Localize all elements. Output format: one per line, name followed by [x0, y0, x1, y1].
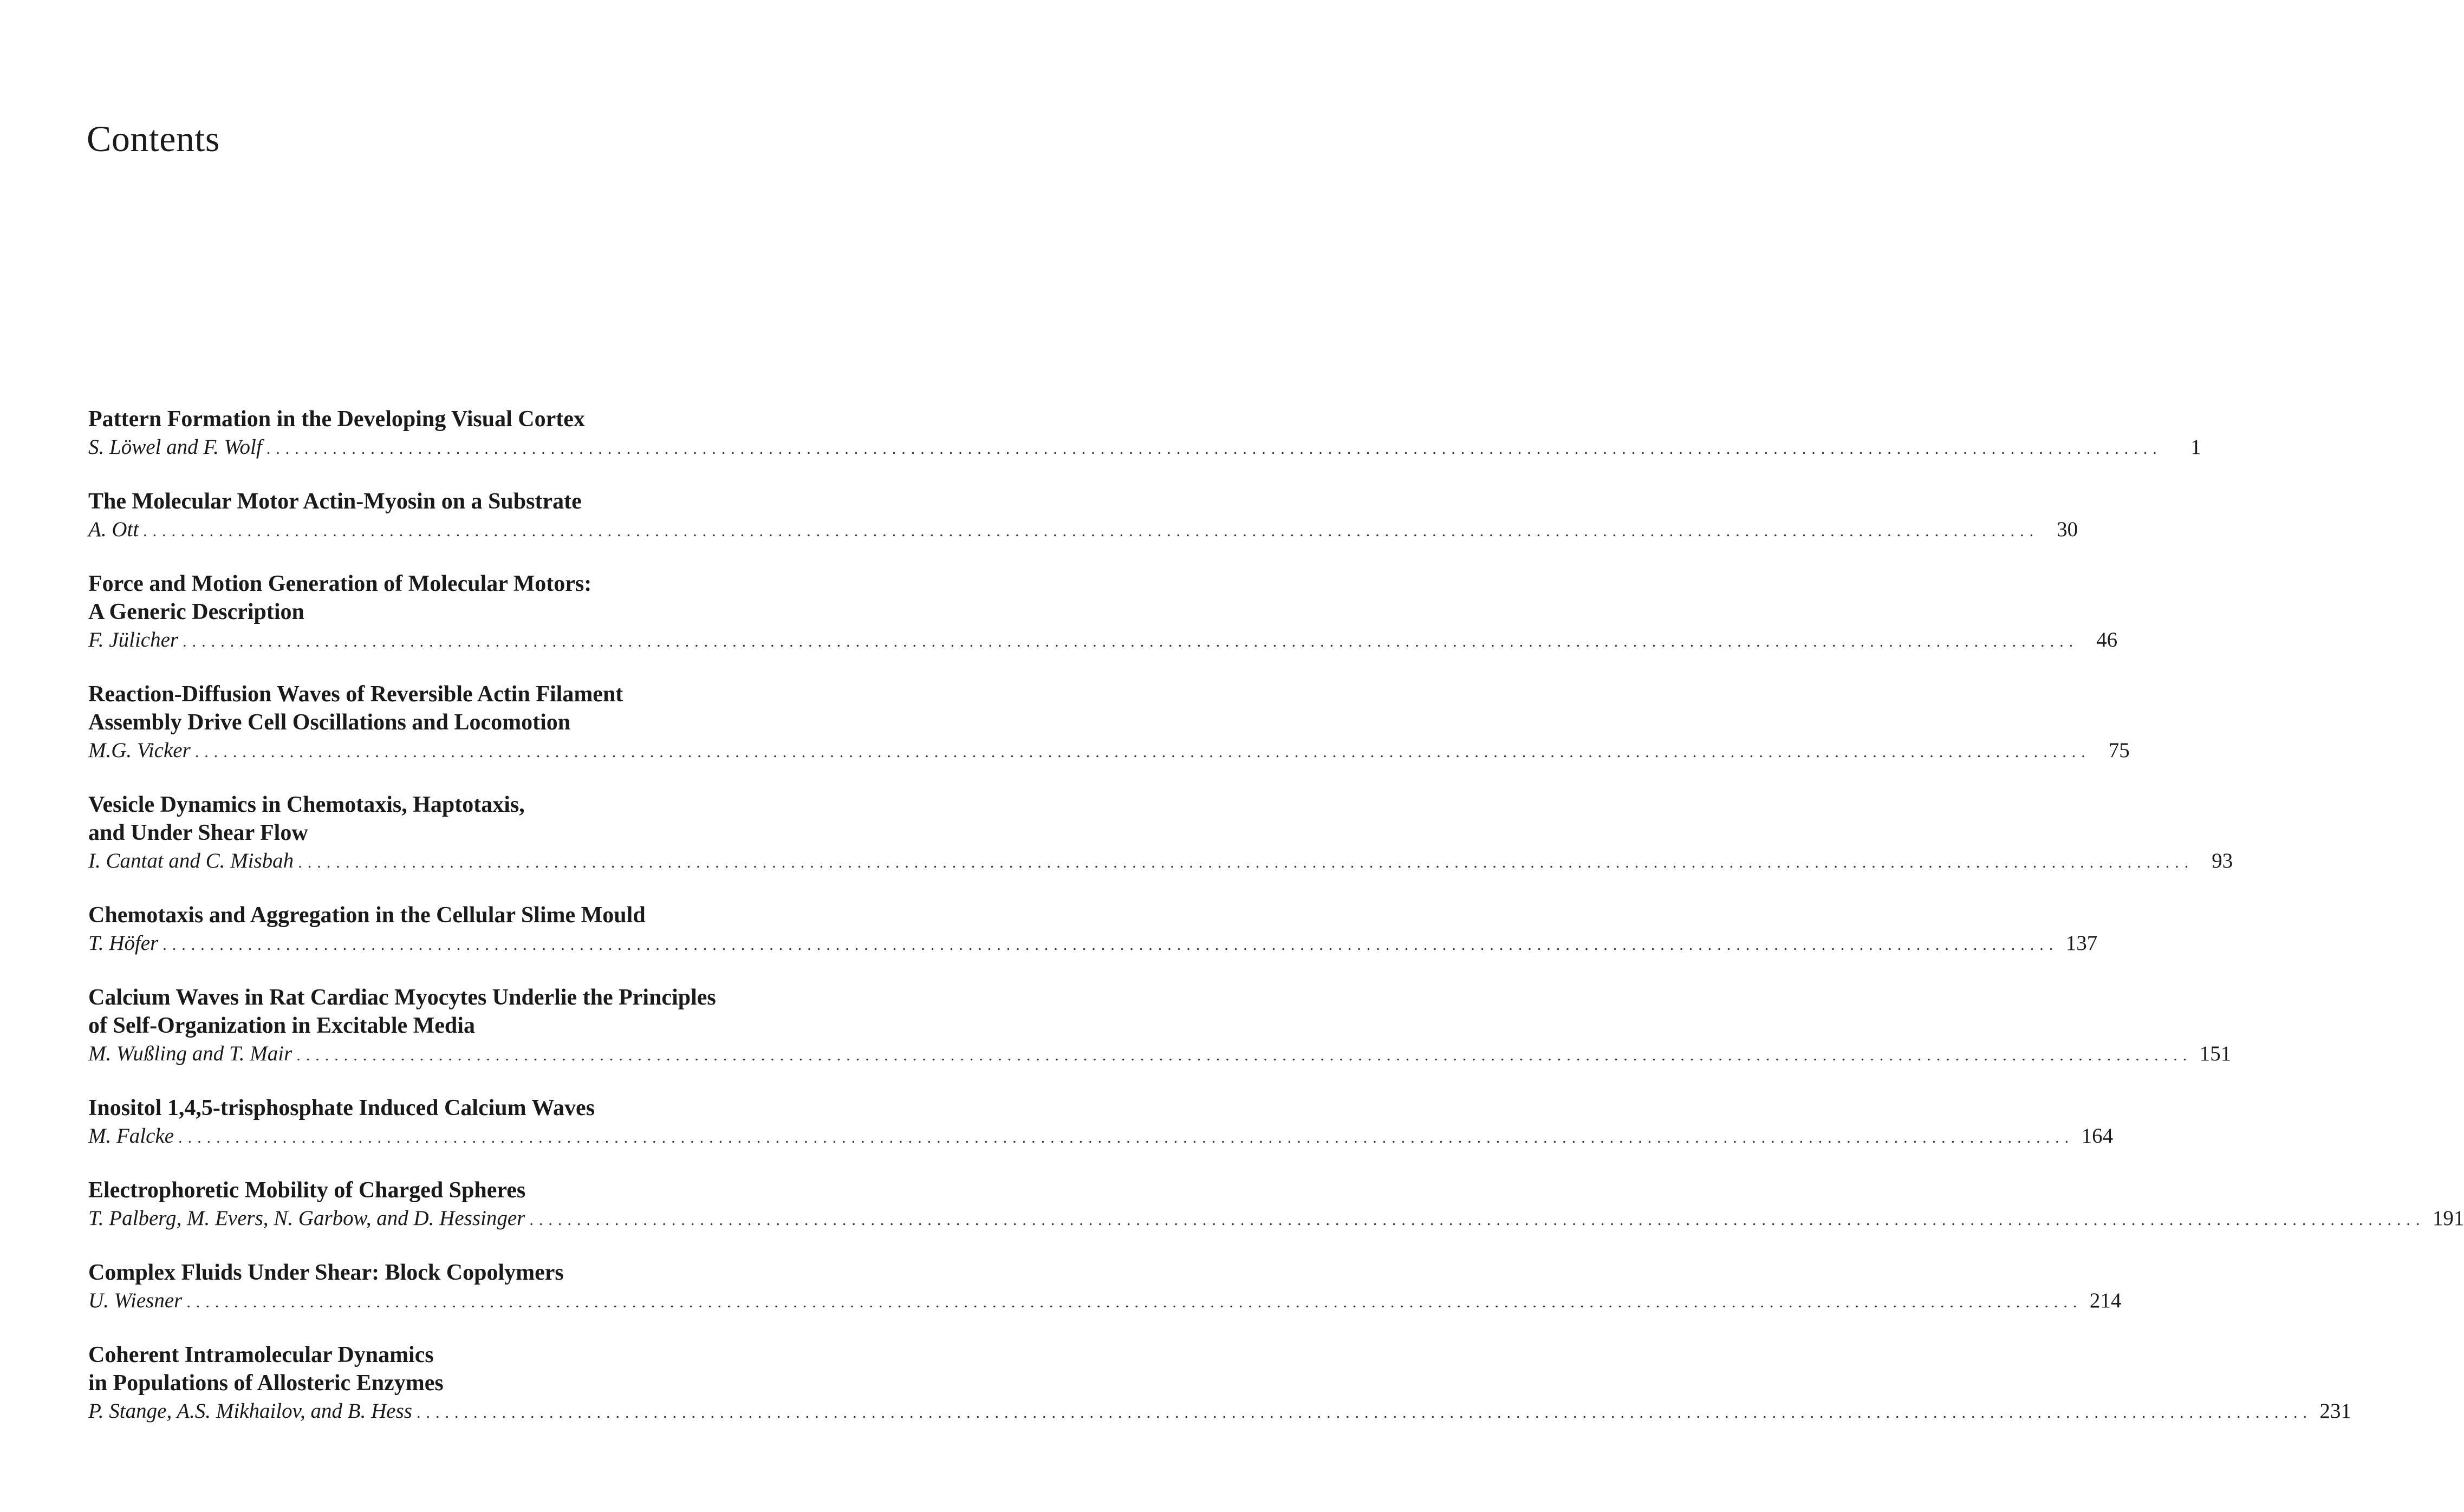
entry-title: Vesicle Dynamics in Chemotaxis, Haptotaxis, [88, 792, 525, 817]
toc-entry [88, 791, 2233, 877]
entry-authors: A. Ott [88, 518, 139, 541]
entry-author-line [88, 626, 2118, 656]
dot-leader: ........................................................................................................................................................................................................ [178, 1129, 2075, 1146]
toc-entry [88, 405, 2201, 463]
dot-leader: ........................................................................................................................................................................................................ [194, 743, 2091, 761]
entry-title: Chemotaxis and Aggregation in the Cellular Slime Mould [88, 903, 646, 928]
toc-entry [88, 1259, 2122, 1317]
entry-authors: M.G. Vicker [88, 739, 191, 762]
entry-page-number: 30 [2057, 518, 2078, 541]
entry-title: A Generic Description [88, 599, 304, 624]
entry-author-line [88, 929, 2098, 959]
entry-page-number: 1 [2190, 435, 2201, 459]
entry-title: Electrophoretic Mobility of Charged Spheres [88, 1178, 526, 1203]
entry-author-line [88, 1122, 2114, 1152]
toc-entry [88, 1176, 2464, 1234]
entry-author-line [88, 1397, 2351, 1427]
entry-page-number: 214 [2089, 1289, 2122, 1312]
entry-authors: F. Jülicher [88, 628, 179, 651]
entry-page-number: 231 [2319, 1399, 2351, 1423]
entry-title: Force and Motion Generation of Molecular Motors: [88, 571, 592, 596]
entry-author-line [88, 516, 2078, 545]
toc-entry [88, 1094, 2114, 1152]
dot-leader: ........................................................................................................................................................................................................ [529, 1211, 2426, 1229]
entry-title: Pattern Formation in the Developing Visual Cortex [88, 407, 585, 432]
entry-title: Assembly Drive Cell Oscillations and Locomotion [88, 710, 571, 735]
dot-leader: ........................................................................................................................................................................................................ [416, 1404, 2312, 1422]
toc-entry [88, 487, 2078, 545]
entry-title: Reaction-Diffusion Waves of Reversible Actin Filament [88, 682, 623, 707]
entry-title: Inositol 1,4,5-trisphosphate Induced Calcium Waves [88, 1096, 595, 1120]
dot-leader: ........................................................................................................................................................................................................ [298, 853, 2194, 871]
entry-authors: T. Palberg, M. Evers, N. Garbow, and D. Hessinger [88, 1207, 525, 1230]
toc-entry [88, 680, 2130, 766]
entry-title: Calcium Waves in Rat Cardiac Myocytes Underlie the Principles [88, 985, 716, 1010]
toc-entry [88, 983, 2232, 1070]
entry-authors: M. Falcke [88, 1124, 174, 1148]
entry-author-line [88, 433, 2201, 463]
entry-page-number: 137 [2065, 931, 2098, 955]
entry-authors: S. Löwel and F. Wolf [88, 435, 262, 459]
toc-entry [88, 570, 2118, 656]
table-of-contents [88, 405, 2464, 1451]
dot-leader: ........................................................................................................................................................................................................ [186, 1293, 2083, 1311]
entry-author-line [88, 1040, 2232, 1070]
entry-authors: I. Cantat and C. Misbah [88, 849, 294, 872]
entry-title: Complex Fluids Under Shear: Block Copolymers [88, 1260, 564, 1285]
entry-authors: U. Wiesner [88, 1289, 183, 1312]
entry-authors: P. Stange, A.S. Mikhailov, and B. Hess [88, 1399, 412, 1423]
entry-author-line [88, 847, 2233, 877]
entry-page-number: 75 [2108, 739, 2130, 762]
entry-page-number: 46 [2096, 628, 2118, 651]
entry-author-line [88, 1287, 2122, 1317]
entry-title: of Self-Organization in Excitable Media [88, 1013, 475, 1038]
toc-entry [88, 1341, 2351, 1427]
entry-page-number: 151 [2199, 1042, 2232, 1065]
entry-title: Coherent Intramolecular Dynamics [88, 1342, 434, 1367]
entry-page-number: 191 [2432, 1207, 2464, 1230]
entry-title: The Molecular Motor Actin-Myosin on a Substrate [88, 489, 582, 514]
entry-author-line [88, 737, 2130, 766]
entry-page-number: 164 [2081, 1124, 2114, 1148]
entry-title: and Under Shear Flow [88, 820, 308, 845]
page-title: Contents [87, 118, 220, 159]
entry-page-number: 93 [2212, 849, 2233, 872]
dot-leader: ........................................................................................................................................................................................................ [266, 440, 2162, 458]
entry-authors: T. Höfer [88, 931, 159, 955]
dot-leader: ........................................................................................................................................................................................................ [183, 633, 2079, 650]
dot-leader: ........................................................................................................................................................................................................ [162, 936, 2059, 954]
toc-entry [88, 901, 2098, 959]
entry-authors: M. Wußling and T. Mair [88, 1042, 292, 1065]
dot-leader: ........................................................................................................................................................................................................ [143, 522, 2039, 540]
dot-leader: ........................................................................................................................................................................................................ [296, 1046, 2193, 1064]
entry-author-line [88, 1204, 2464, 1234]
entry-title: in Populations of Allosteric Enzymes [88, 1371, 444, 1396]
